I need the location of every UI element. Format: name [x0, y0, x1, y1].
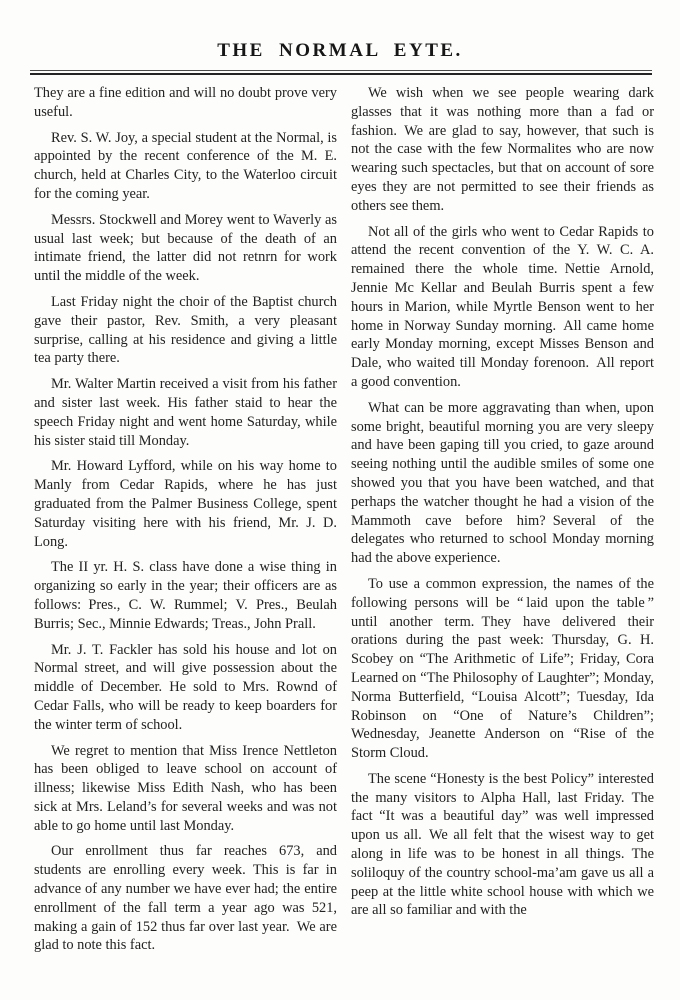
paragraph: We wish when we see people wearing dark glasses that it was nothing more than a fad or fashion. We are glad to say, however, that such is not the case with the few Normalites who are now wearing such spectacles, but that on account of sore eyes they are not permitted to see their friends as others see them.	[351, 85, 654, 214]
paragraph: To use a common expression, the names of the following persons will be “ laid upon the table ” until another term. They have delivered their orations during the past week: Thursday, G. H. Scobey on “The Arithmetic of Life”; Friday, Cora Learned on “The Philosophy of Laughter”; Monday, Norma Butterfield, “Louisa Alcott”; Tuesday, Ida Robinson on “One of Nature’s Children”; Wednesday, Jeanette Anderson on “Rise of the Storm Cloud.	[351, 575, 654, 762]
right-column	[351, 84, 654, 962]
paragraph: What can be more aggravating than when, upon some bright, beautiful morning you are very sleepy and have been gaping till you cried, to gaze around seeing nothing until the audible smiles of some one showed you that you have been watched, and that perhaps the watcher thought he had a vision of the Mammoth cave before him? Several of the delegates who returned to school Monday morning had the above experience.	[351, 399, 654, 567]
paragraph: Mr. J. T. Fackler has sold his house and lot on Normal street, and will give possession about the middle of December. He sold to Mrs. Rownd of Cedar Falls, who will be ready to keep boarders for the winter term of school.	[34, 641, 337, 733]
column-layout	[0, 75, 680, 962]
paragraph: They are a fine edition and will no doubt prove very useful.	[34, 85, 337, 120]
left-column	[34, 84, 337, 962]
paragraph: Rev. S. W. Joy, a special student at the Normal, is appointed by the recent conference of the M. E. church, held at Charles City, to the Waterloo circuit for the coming year.	[34, 129, 337, 202]
page-title: THE NORMAL EYTE.	[217, 40, 463, 61]
paragraph: Messrs. Stockwell and Morey went to Waverly as usual last week; but because of the death of an intimate friend, the latter did not retnrn for work until the middle of the week.	[34, 211, 337, 285]
paragraph: The II yr. H. S. class have done a wise thing in organizing so early in the year; their officers are as follows: Pres., C. W. Rummel; V. Pres., Beulah Burris; Sec., Minnie Edwards; Treas., John Prall.	[34, 559, 337, 632]
paragraph: Not all of the girls who went to Cedar Rapids to attend the recent convention of the Y. W. C. A. remained there the whole time. Nettie Arnold, Jennie Mc Kellar and Beulah Burris spent a few hours in Marion, while Myrtle Benson went to her home in Norway Sunday morning. All came home early Monday morning, except Misses Benson and Dale, who waited till Monday forenoon. All report a good convention.	[351, 223, 654, 390]
paragraph: The scene “Honesty is the best Policy” interested the many visitors to Alpha Hall, last Friday. The fact “It was a beautiful day” was well impressed upon us all. We all felt that the wisest way to get along in life was to be honest in all things. The soliloquy of the country school-ma’am gave us all a peep at the little white school house with which we are all so familiar and with the	[351, 770, 654, 919]
paragraph: Mr. Howard Lyfford, while on his way home to Manly from Cedar Rapids, where he has just graduated from the Palmer Business College, spent Saturday visiting here with his friend, Mr. J. D. Long.	[34, 458, 337, 550]
paragraph: Mr. Walter Martin received a visit from his father and sister last week. His father staid to hear the speech Friday night and went home Saturday, while his sister staid till Monday.	[34, 376, 337, 449]
paragraph: Last Friday night the choir of the Baptist church gave their pastor, Rev. Smith, a very pleasant surprise, calling at his residence and giving a little tea party there.	[34, 293, 337, 367]
paragraph: Our enrollment thus far reaches 673, and students are enrolling every week. This is far in advance of any number we have ever had; the entire enrollment of the fall term a year ago was 521, making a gain of 152 thus far over last year. We are glad to note this fact.	[34, 843, 337, 954]
paragraph: We regret to mention that Miss Irence Nettleton has been obliged to leave school on account of illness; likewise Miss Edith Nash, who has been sick at Mrs. Leland’s for several weeks and was not able to go home until last Monday.	[34, 742, 337, 834]
